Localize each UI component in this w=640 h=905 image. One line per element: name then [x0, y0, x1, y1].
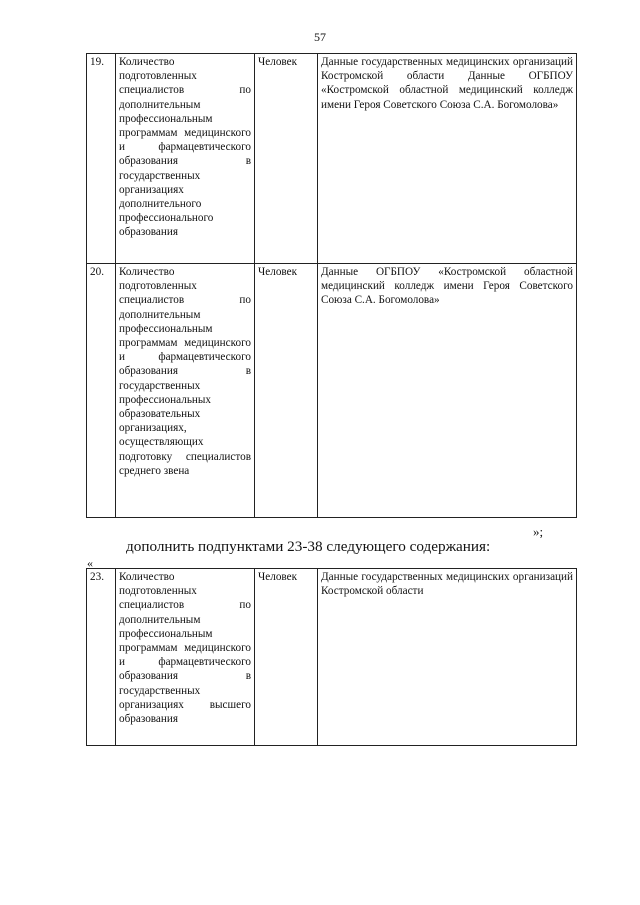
indicator-name: Количество подготовленных специалистов по дополнительным профессиональным программам медицинского и фармацевтического образования в государственных организациях высшего образования	[116, 569, 255, 746]
table-row	[87, 264, 577, 518]
page-number: 57	[314, 30, 326, 44]
unit-of-measure: Человек	[255, 264, 318, 518]
row-number: 19.	[87, 54, 116, 264]
unit-of-measure: Человек	[255, 54, 318, 264]
row-number: 20.	[87, 264, 116, 518]
table-row	[87, 569, 577, 746]
data-source: Данные государственных медицинских организаций Костромской области	[318, 569, 577, 746]
closing-quote-mark: »;	[533, 524, 544, 539]
indicator-name: Количество подготовленных специалистов по дополнительным профессиональным программам медицинского и фармацевтического образования в государственных организациях дополнительного профессионального образования	[116, 54, 255, 264]
data-source: Данные государственных медицинских организаций Костромской области Данные ОГБПОУ «Костромской областной медицинский колледж имени Героя Советского Союза С.А. Богомолова»	[318, 54, 577, 264]
row-number: 23.	[87, 569, 116, 746]
indicator-name: Количество подготовленных специалистов по дополнительным профессиональным программам медицинского и фармацевтического образования в государственных профессиональных образовательных организациях, осуществляющих подготовку специалистов среднего звена	[116, 264, 255, 518]
table-row	[87, 54, 577, 264]
indicators-table-new	[86, 568, 577, 746]
unit-of-measure: Человек	[255, 569, 318, 746]
indicators-table-continued	[86, 53, 577, 518]
amendment-intro-text: дополнить подпунктами 23-38 следующего содержания:	[126, 538, 491, 555]
opening-quote-mark: «	[87, 556, 93, 570]
data-source: Данные ОГБПОУ «Костромской областной медицинский колледж имени Героя Советского Союза С.А. Богомолова»	[318, 264, 577, 518]
